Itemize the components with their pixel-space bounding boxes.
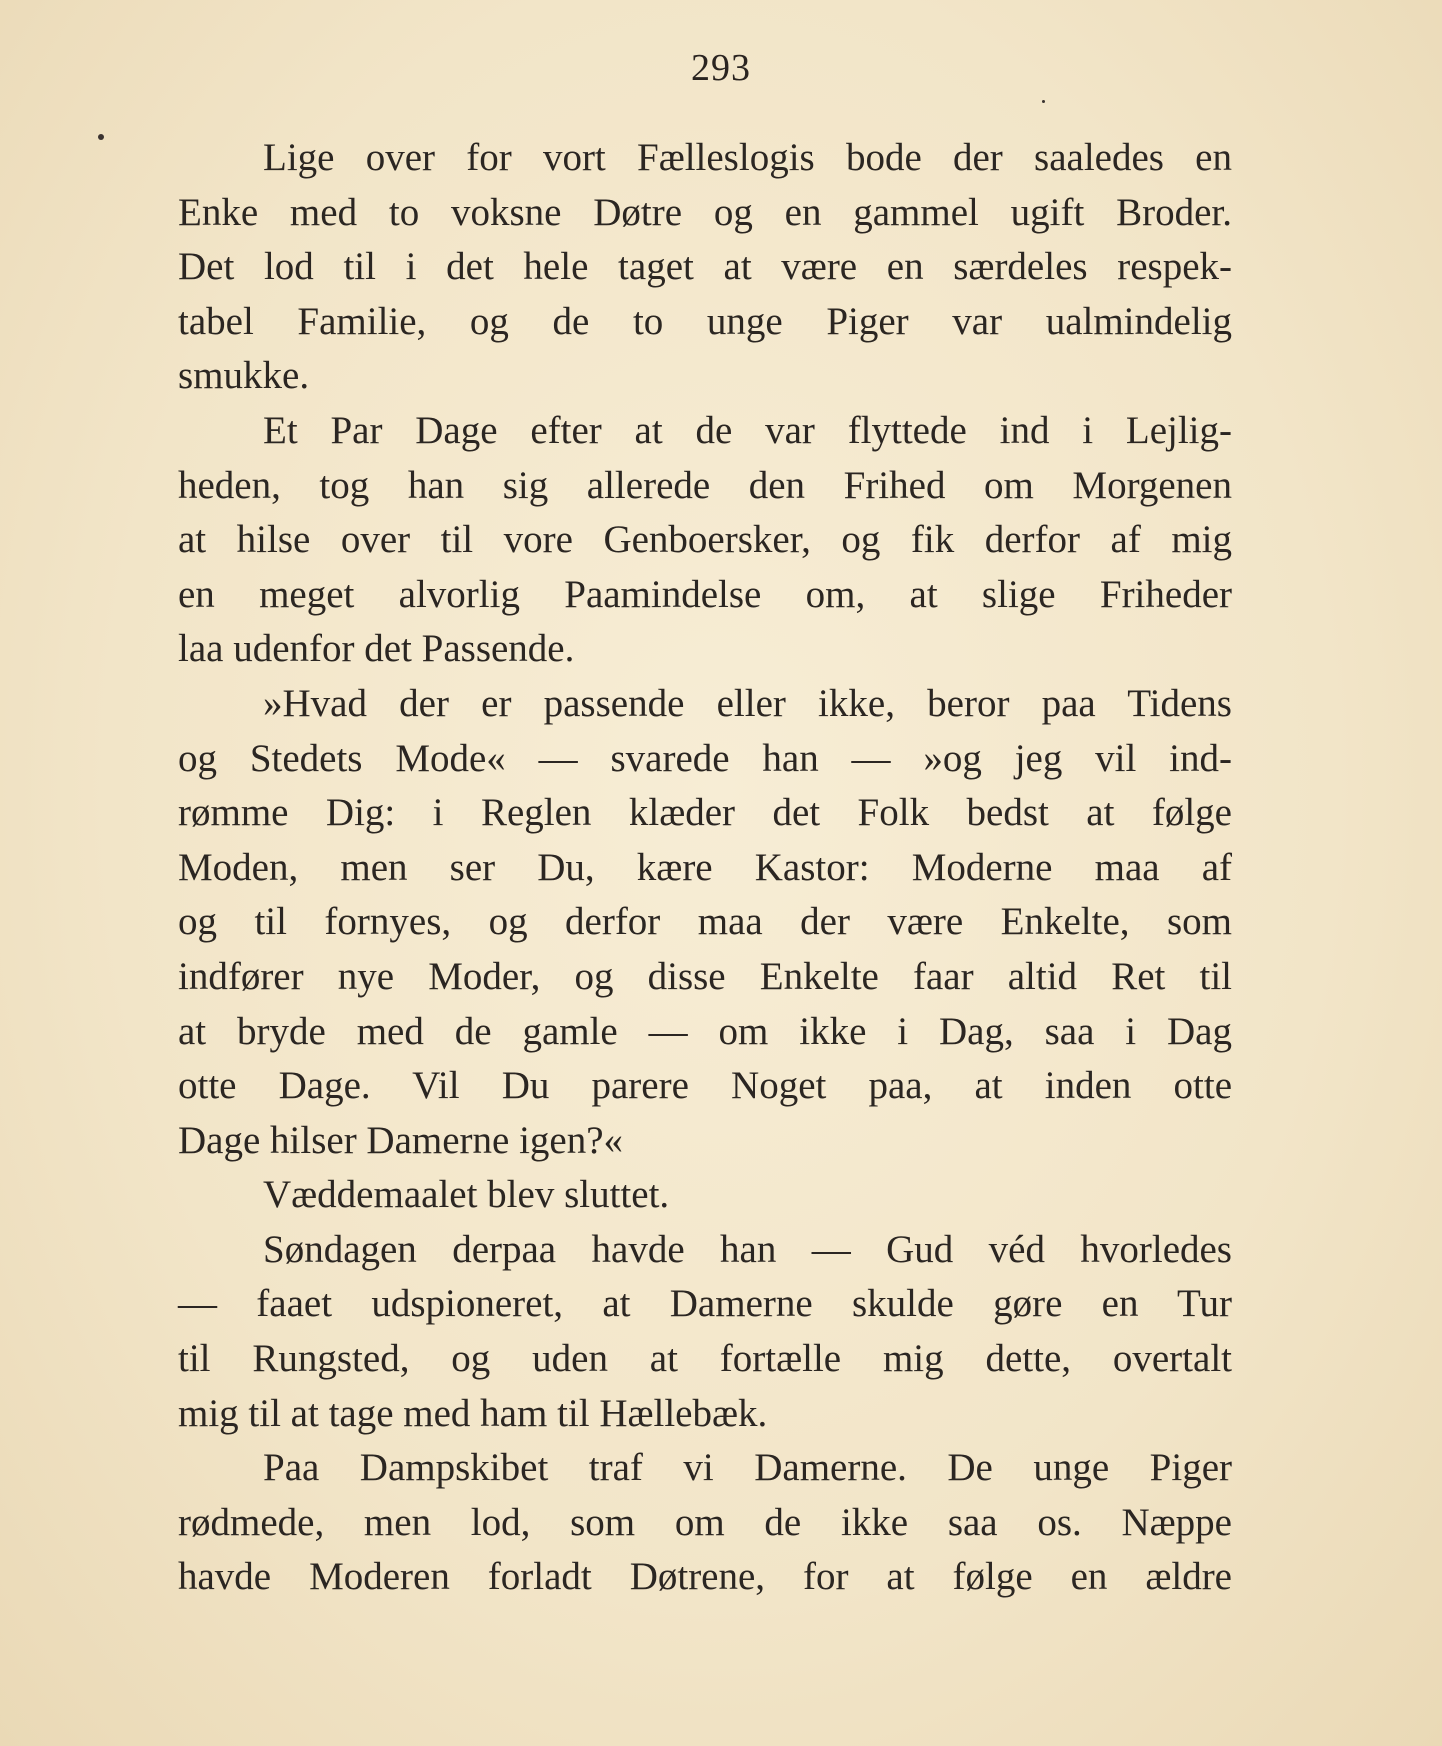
text-line: Søndagen derpaa havde han — Gud véd hvorledes — [263, 1227, 1232, 1271]
ink-speck — [98, 134, 104, 140]
text-line: Dage hilser Damerne igen?« — [178, 1118, 624, 1162]
page-number: 293 — [691, 47, 751, 89]
text-line: smukke. — [178, 354, 310, 398]
text-line: »Hvad der er passende eller ikke, beror paa Tidens — [263, 681, 1232, 725]
text-line: otte Dage. Vil Du parere Noget paa, at inden otte — [178, 1064, 1232, 1108]
text-line: Et Par Dage efter at de var flyttede ind i Lejlig- — [263, 408, 1232, 452]
text-line: Moden, men ser Du, kære Kastor: Moderne maa af — [178, 845, 1232, 889]
text-line: at hilse over til vore Genboersker, og fik derfor af mig — [178, 518, 1232, 562]
text-line: — faaet udspioneret, at Damerne skulde gøre en Tur — [178, 1282, 1232, 1326]
text-line: Enke med to voksne Døtre og en gammel ugift Broder. — [178, 190, 1232, 234]
text-line: at bryde med de gamle — om ikke i Dag, saa i Dag — [178, 1009, 1232, 1053]
text-line: laa udenfor det Passende. — [178, 627, 575, 671]
ink-speck — [1042, 100, 1045, 103]
text-line: Paa Dampskibet traf vi Damerne. De unge Piger — [263, 1446, 1232, 1490]
text-line: rødmede, men lod, som om de ikke saa os. Næppe — [178, 1500, 1232, 1544]
text-line: rømme Dig: i Reglen klæder det Folk bedst at følge — [178, 791, 1232, 835]
text-line: havde Moderen forladt Døtrene, for at følge en ældre — [178, 1555, 1232, 1599]
text-line: Væddemaalet blev sluttet. — [263, 1173, 670, 1217]
text-line: og til fornyes, og derfor maa der være Enkelte, som — [178, 900, 1232, 944]
text-line: mig til at tage med ham til Hællebæk. — [178, 1391, 768, 1435]
text-line: til Rungsted, og uden at fortælle mig dette, overtalt — [178, 1337, 1232, 1381]
text-line: heden, tog han sig allerede den Frihed om Morgenen — [178, 463, 1232, 507]
text-line: og Stedets Mode« — svarede han — »og jeg vil ind- — [178, 736, 1232, 780]
text-line: Det lod til i det hele taget at være en særdeles respek- — [178, 245, 1232, 289]
text-line: Lige over for vort Fælleslogis bode der saaledes en — [263, 136, 1232, 179]
body-text — [178, 131, 1232, 1605]
text-line: indfører nye Moder, og disse Enkelte faar altid Ret til — [178, 954, 1232, 998]
text-line: tabel Familie, og de to unge Piger var ualmindelig — [178, 299, 1232, 343]
text-line: en meget alvorlig Paamindelse om, at slige Friheder — [178, 572, 1232, 616]
